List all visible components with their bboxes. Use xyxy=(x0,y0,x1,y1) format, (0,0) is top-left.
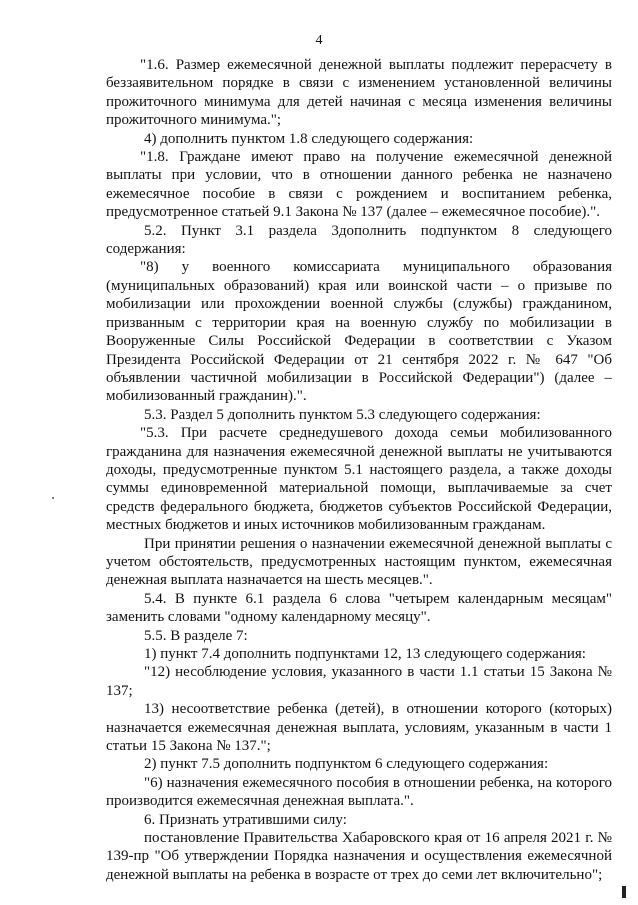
scan-edge-mark xyxy=(622,886,626,898)
paragraph-decision: При принятии решения о назначении ежемесячной денежной выплаты с учетом обстоятельств, предусмотренных настоящим пунктом, ежемесячная денежная выплата назначается на шесть месяцев.". xyxy=(106,535,612,589)
paragraph-subitem-6: "6) назначения ежемесячного пособия в отношении ребенка, на которого производится ежемесячная денежная выплата.". xyxy=(106,774,612,810)
paragraph-6: 6. Признать утратившими силу: xyxy=(144,811,347,828)
paragraph-subitem-8: "8) у военного комиссариата муниципального образования (муниципальных образований) края или воинской части – о призыве по мобилизации или прохождении военной службы (службы) гражданином, призванным с территории края на военную службу по мобилизации в Вооруженные Силы Российской Федерации в соответствии с Указом Президента Российской Федерации от 21 сентября 2022 г. № 647 "Об объявлении частичной мобилизации в Российской Федерации") (далее – мобилизованный гражданин).". xyxy=(106,259,612,405)
paragraph-5-4: 5.4. В пункте 6.1 раздела 6 слова "четырем календарным месяцам" заменить словами "одному календарному месяцу". xyxy=(106,590,612,626)
paragraph-5-3: 5.3. Раздел 5 дополнить пунктом 5.3 следующего содержания: xyxy=(144,406,541,423)
paragraph-1-8: "1.8. Граждане имеют право на получение ежемесячной денежной выплаты при условии, что в отношении данного ребенка не назначено ежемесячное пособие в связи с рождением и воспитанием ребенка, предусмотренное статьей 9.1 Закона № 137 (далее – ежемесячное пособие).". xyxy=(106,149,612,221)
paragraph-5-5: 5.5. В разделе 7: xyxy=(144,627,248,644)
paragraph-5-2: 5.2. Пункт 3.1 раздела 3дополнить подпунктом 8 следующего содержания: xyxy=(106,222,612,258)
paragraph-item-2: 2) пункт 7.5 дополнить подпунктом 6 следующего содержания: xyxy=(144,756,549,773)
paragraph-item-4: 4) дополнить пунктом 1.8 следующего содержания: xyxy=(144,130,474,147)
paragraph-decree: постановление Правительства Хабаровского края от 16 апреля 2021 г. № 139-пр "Об утверждении Порядка назначения и осуществления ежемесячной денежной выплаты на ребенка в возрасте от трех до семи лет включительно"; xyxy=(106,830,612,883)
paragraph-subitem-13: 13) несоответствие ребенка (детей), в отношении которого (которых) назначается ежемесячная денежная выплата, условиям, указанным в части 1 статьи 15 Закона № 137."; xyxy=(106,701,612,755)
page-number: 4 xyxy=(315,33,323,48)
scan-speck xyxy=(52,497,54,499)
paragraph-quoted-5-3: "5.3. При расчете среднедушевого дохода семьи мобилизованного гражданина для назначения ежемесячной денежной выплаты не учитываются доходы, предусмотренные пунктом 5.1 настоящего раздела, а также доходы суммы единовременной материальной помощи, выплачиваемые за счет средств федерального бюджета, бюджетов субъектов Российской Федерации, местных бюджетов и иных источников мобилизованным гражданам. xyxy=(106,425,612,534)
paragraph-1-6: "1.6. Размер ежемесячной денежной выплаты подлежит перерасчету в беззаявительном порядке в связи с изменением установленной величины прожиточного минимума для детей начиная с месяца изменения величины прожиточного минимума."; xyxy=(106,57,612,129)
paragraph-subitem-12: "12) несоблюдение условия, указанного в части 1.1 статьи 15 Закона № 137; xyxy=(106,664,612,699)
document-body xyxy=(106,56,612,884)
paragraph-item-1: 1) пункт 7.4 дополнить подпунктами 12, 13 следующего содержания: xyxy=(144,646,586,662)
